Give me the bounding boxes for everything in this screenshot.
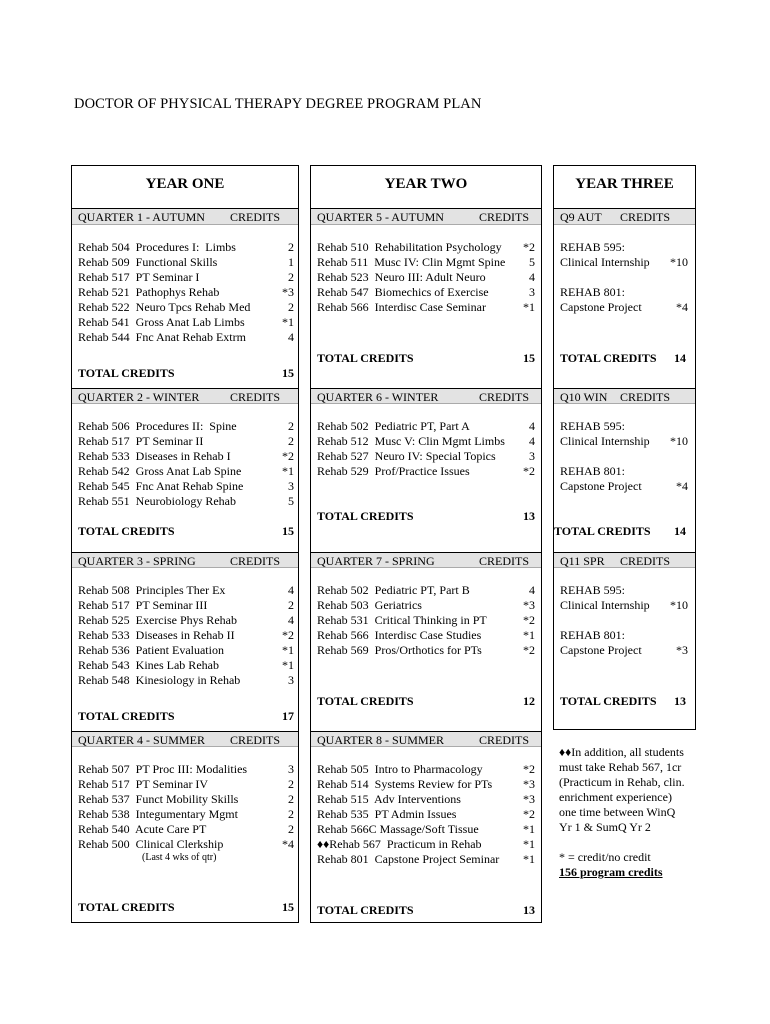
total-credits-row — [78, 709, 294, 724]
total-label: TOTAL CREDITS — [317, 509, 414, 523]
course-name: Rehab 542 Gross Anat Lab Spine — [78, 464, 242, 478]
course-credits: *1 — [523, 837, 535, 851]
course-credits: *2 — [523, 464, 535, 478]
course-row — [317, 613, 535, 628]
program-credits-total: 156 program credits — [559, 865, 663, 879]
course-name: Rehab 517 PT Seminar I — [78, 270, 200, 284]
total-value: 17 — [282, 709, 294, 723]
course-credits: *4 — [282, 837, 294, 851]
credits-column-label: CREDITS — [479, 210, 530, 224]
course-name: Rehab 537 Funct Mobility Skills — [78, 792, 239, 806]
course-row — [317, 777, 535, 792]
total-label: TOTAL CREDITS — [317, 351, 414, 365]
quarter-label: Q11 SPR — [560, 554, 605, 568]
total-label: TOTAL CREDITS — [317, 694, 414, 708]
course-row — [78, 837, 294, 852]
course-credits: *2 — [523, 762, 535, 776]
course-credits: 2 — [288, 240, 294, 254]
course-row — [78, 643, 294, 658]
credits-column-label: CREDITS — [620, 210, 671, 224]
course-credits: *3 — [523, 792, 535, 806]
course-credits: *2 — [282, 449, 294, 463]
course-row — [317, 464, 535, 479]
course-row — [78, 434, 294, 449]
course-row — [560, 628, 688, 643]
course-name: Rehab 801 Capstone Project Seminar — [317, 852, 500, 866]
course-name: Rehab 502 Pediatric PT, Part B — [317, 583, 470, 597]
quarter-header — [554, 388, 695, 404]
quarter-header — [72, 388, 298, 404]
course-credits: *3 — [282, 285, 294, 299]
course-row — [78, 628, 294, 643]
course-row — [78, 583, 294, 598]
quarter-label: Q10 WIN — [560, 390, 608, 404]
course-row — [560, 434, 688, 449]
course-credits: 2 — [288, 792, 294, 806]
course-row — [317, 240, 535, 255]
course-name: Rehab 522 Neuro Tpcs Rehab Med — [78, 300, 251, 314]
course-name: Rehab 529 Prof/Practice Issues — [317, 464, 470, 478]
course-row — [78, 270, 294, 285]
quarter-label: QUARTER 5 - AUTUMN — [317, 210, 444, 224]
course-credits: 4 — [529, 434, 535, 448]
course-row — [78, 300, 294, 315]
credits-column-label: CREDITS — [479, 733, 530, 747]
course-name: Rehab 510 Rehabilitation Psychology — [317, 240, 502, 254]
course-row — [78, 807, 294, 822]
quarter-label: QUARTER 2 - WINTER — [78, 390, 200, 404]
year-heading: YEAR THREE — [554, 166, 695, 209]
total-credits-row — [560, 694, 686, 709]
course-name: REHAB 595: — [560, 240, 626, 254]
course-name: Rehab 509 Functional Skills — [78, 255, 218, 269]
course-row — [317, 792, 535, 807]
total-value: 15 — [523, 351, 535, 365]
course-name: Rehab 533 Diseases in Rehab II — [78, 628, 235, 642]
course-name: Rehab 504 Procedures I: Limbs — [78, 240, 236, 254]
course-credits: *1 — [523, 628, 535, 642]
course-name: Rehab 503 Geriatrics — [317, 598, 422, 612]
footnote-line: one time between WinQ — [559, 805, 676, 819]
course-name: Rehab 541 Gross Anat Lab Limbs — [78, 315, 245, 329]
course-name: Rehab 517 PT Seminar III — [78, 598, 208, 612]
course-credits: *2 — [523, 807, 535, 821]
course-credits: 2 — [288, 598, 294, 612]
total-label: TOTAL CREDITS — [78, 709, 175, 723]
course-credits: *1 — [523, 852, 535, 866]
footnote-line: (Practicum in Rehab, clin. — [559, 775, 685, 789]
year-column-3 — [553, 165, 696, 730]
course-name: Rehab 525 Exercise Phys Rehab — [78, 613, 237, 627]
footnote-line: Yr 1 & SumQ Yr 2 — [559, 820, 651, 834]
total-credits-row — [317, 351, 535, 366]
course-name: Rehab 569 Pros/Orthotics for PTs — [317, 643, 482, 657]
course-credits: *10 — [670, 434, 688, 448]
quarter-header — [554, 209, 695, 225]
course-credits: 2 — [288, 270, 294, 284]
quarter-label: Q9 AUT — [560, 210, 602, 224]
total-value: 13 — [674, 694, 686, 708]
course-credits: *1 — [282, 464, 294, 478]
course-name: Rehab 515 Adv Interventions — [317, 792, 461, 806]
course-name: Rehab 508 Principles Ther Ex — [78, 583, 226, 597]
course-name: Rehab 502 Pediatric PT, Part A — [317, 419, 470, 433]
course-row — [317, 419, 535, 434]
total-credits-row — [317, 509, 535, 524]
course-row — [317, 807, 535, 822]
course-credits: *1 — [523, 822, 535, 836]
course-name: ♦♦Rehab 567 Practicum in Rehab — [317, 837, 482, 851]
course-credits: *1 — [282, 643, 294, 657]
course-credits: *4 — [676, 300, 688, 314]
course-credits: 3 — [529, 285, 535, 299]
course-row — [78, 613, 294, 628]
total-value: 12 — [523, 694, 535, 708]
footnote-line: must take Rehab 567, 1cr — [559, 760, 682, 774]
course-row — [317, 852, 535, 867]
course-row — [560, 598, 688, 613]
course-name: Rehab 536 Patient Evaluation — [78, 643, 224, 657]
total-credits-row — [78, 524, 294, 539]
course-name: Rehab 535 PT Admin Issues — [317, 807, 457, 821]
quarter-header — [554, 552, 695, 568]
quarter-label: QUARTER 4 - SUMMER — [78, 733, 205, 747]
course-name: Rehab 540 Acute Care PT — [78, 822, 207, 836]
course-name: Clinical Internship — [560, 255, 650, 269]
course-name: Rehab 544 Fnc Anat Rehab Extrm — [78, 330, 246, 344]
quarter-header — [311, 388, 541, 404]
quarter-header — [311, 552, 541, 568]
total-credits-row — [317, 694, 535, 709]
course-row — [317, 449, 535, 464]
total-credits-row — [560, 351, 686, 366]
course-row — [560, 479, 688, 494]
course-row — [78, 598, 294, 613]
credits-column-label: CREDITS — [230, 210, 281, 224]
course-credits: 3 — [288, 762, 294, 776]
course-row — [78, 673, 294, 688]
course-row — [78, 792, 294, 807]
total-credits-row — [317, 903, 535, 918]
credits-column-label: CREDITS — [230, 390, 281, 404]
quarter-label: QUARTER 1 - AUTUMN — [78, 210, 205, 224]
year-heading: YEAR ONE — [72, 166, 298, 209]
course-row — [317, 643, 535, 658]
total-label: TOTAL CREDITS — [554, 524, 651, 538]
course-credits: 5 — [288, 494, 294, 508]
quarter-header — [72, 209, 298, 225]
footnote-line: ♦♦In addition, all students — [559, 745, 684, 759]
course-name: REHAB 595: — [560, 419, 626, 433]
total-value: 15 — [282, 524, 294, 538]
course-row — [78, 494, 294, 509]
total-label: TOTAL CREDITS — [560, 694, 657, 708]
course-credits: *2 — [523, 613, 535, 627]
quarter-label: QUARTER 6 - WINTER — [317, 390, 439, 404]
course-name: Rehab 517 PT Seminar II — [78, 434, 204, 448]
quarter-header — [72, 552, 298, 568]
course-row — [560, 643, 688, 658]
course-row — [317, 285, 535, 300]
course-row — [560, 255, 688, 270]
course-credits: 3 — [288, 673, 294, 687]
course-credits: *4 — [676, 479, 688, 493]
course-row — [317, 270, 535, 285]
course-name: Clinical Internship — [560, 434, 650, 448]
course-row — [78, 419, 294, 434]
course-row — [560, 419, 688, 434]
course-name: Rehab 566 Interdisc Case Studies — [317, 628, 482, 642]
course-name: Rehab 543 Kines Lab Rehab — [78, 658, 219, 672]
total-label: TOTAL CREDITS — [560, 351, 657, 365]
total-label: TOTAL CREDITS — [317, 903, 414, 917]
course-credits: 2 — [288, 777, 294, 791]
course-row — [78, 464, 294, 479]
course-row — [78, 777, 294, 792]
total-value: 15 — [282, 366, 294, 380]
course-row — [317, 598, 535, 613]
credit-legend: * = credit/no credit — [559, 850, 651, 864]
course-credits: *1 — [523, 300, 535, 314]
course-row — [78, 315, 294, 330]
course-credits: 4 — [288, 613, 294, 627]
course-name: Rehab 533 Diseases in Rehab I — [78, 449, 231, 463]
total-label: TOTAL CREDITS — [78, 366, 175, 380]
course-name: Rehab 566 Interdisc Case Seminar — [317, 300, 486, 314]
quarter-header — [72, 731, 298, 747]
course-row — [560, 300, 688, 315]
course-row — [317, 583, 535, 598]
course-name: Rehab 521 Pathophys Rehab — [78, 285, 220, 299]
footnote — [559, 745, 759, 880]
course-name: Rehab 514 Systems Review for PTs — [317, 777, 493, 791]
course-name: REHAB 595: — [560, 583, 626, 597]
course-name: Clinical Internship — [560, 598, 650, 612]
course-name: Rehab 517 PT Seminar IV — [78, 777, 209, 791]
course-credits: 2 — [288, 822, 294, 836]
course-name: Rehab 500 Clinical Clerkship — [78, 837, 224, 851]
course-name: Rehab 512 Musc V: Clin Mgmt Limbs — [317, 434, 505, 448]
footnote-line: enrichment experience) — [559, 790, 672, 804]
course-row — [317, 434, 535, 449]
course-name: Rehab 523 Neuro III: Adult Neuro — [317, 270, 486, 284]
course-name: Rehab 566C Massage/Soft Tissue — [317, 822, 479, 836]
credits-column-label: CREDITS — [620, 390, 671, 404]
total-value: 15 — [282, 900, 294, 914]
course-name: Rehab 548 Kinesiology in Rehab — [78, 673, 241, 687]
credits-column-label: CREDITS — [230, 733, 281, 747]
course-row — [317, 762, 535, 777]
total-value: 13 — [523, 903, 535, 917]
course-name: REHAB 801: — [560, 285, 626, 299]
course-credits: *1 — [282, 315, 294, 329]
course-row — [560, 285, 688, 300]
course-credits: *1 — [282, 658, 294, 672]
course-name: Rehab 547 Biomechics of Exercise — [317, 285, 489, 299]
course-row — [78, 285, 294, 300]
course-name: REHAB 801: — [560, 464, 626, 478]
course-name: REHAB 801: — [560, 628, 626, 642]
total-value: 14 — [674, 351, 686, 365]
course-credits: 2 — [288, 300, 294, 314]
course-row — [317, 837, 535, 852]
quarter-label: QUARTER 8 - SUMMER — [317, 733, 444, 747]
course-row — [560, 464, 688, 479]
course-row — [560, 240, 688, 255]
course-credits: 2 — [288, 434, 294, 448]
course-credits: *10 — [670, 255, 688, 269]
course-name: Rehab 551 Neurobiology Rehab — [78, 494, 236, 508]
course-name: Rehab 511 Musc IV: Clin Mgmt Spine — [317, 255, 506, 269]
course-credits: 4 — [288, 330, 294, 344]
course-row — [78, 240, 294, 255]
total-label: TOTAL CREDITS — [78, 524, 175, 538]
course-name: Capstone Project — [560, 643, 642, 657]
total-label: TOTAL CREDITS — [78, 900, 175, 914]
course-credits: 2 — [288, 807, 294, 821]
total-value: 14 — [674, 524, 686, 538]
course-row — [78, 762, 294, 777]
total-credits-row — [78, 900, 294, 915]
course-row — [78, 822, 294, 837]
quarter-header — [311, 209, 541, 225]
course-name: Rehab 527 Neuro IV: Special Topics — [317, 449, 496, 463]
course-credits: *3 — [676, 643, 688, 657]
quarter-label: QUARTER 3 - SPRING — [78, 554, 196, 568]
course-row — [78, 658, 294, 673]
course-credits: 4 — [529, 419, 535, 433]
course-row — [560, 583, 688, 598]
credits-column-label: CREDITS — [230, 554, 281, 568]
page-title: DOCTOR OF PHYSICAL THERAPY DEGREE PROGRAM PLAN — [74, 96, 482, 112]
course-row — [78, 255, 294, 270]
course-credits: *2 — [282, 628, 294, 642]
course-credits: 4 — [529, 270, 535, 284]
course-name: Capstone Project — [560, 300, 642, 314]
course-credits: *10 — [670, 598, 688, 612]
course-name: Rehab 505 Intro to Pharmacology — [317, 762, 483, 776]
total-credits-row — [554, 524, 686, 539]
course-name: Rehab 507 PT Proc III: Modalities — [78, 762, 248, 776]
course-credits: 3 — [288, 479, 294, 493]
year-heading: YEAR TWO — [311, 166, 541, 209]
course-row — [78, 479, 294, 494]
course-note: (Last 4 wks of qtr) — [142, 852, 217, 863]
course-name: Rehab 506 Procedures II: Spine — [78, 419, 237, 433]
credits-column-label: CREDITS — [479, 554, 530, 568]
course-name: Capstone Project — [560, 479, 642, 493]
total-value: 13 — [523, 509, 535, 523]
course-credits: 4 — [288, 583, 294, 597]
course-credits: 4 — [529, 583, 535, 597]
course-row — [317, 822, 535, 837]
course-row — [317, 628, 535, 643]
course-row — [78, 449, 294, 464]
year-column-1 — [71, 165, 299, 923]
year-column-2 — [310, 165, 542, 923]
course-credits: *2 — [523, 643, 535, 657]
course-credits: 2 — [288, 419, 294, 433]
course-credits: 5 — [529, 255, 535, 269]
quarter-header — [311, 731, 541, 747]
course-credits: *3 — [523, 598, 535, 612]
course-name: Rehab 531 Critical Thinking in PT — [317, 613, 487, 627]
course-credits: 1 — [288, 255, 294, 269]
total-credits-row — [78, 366, 294, 381]
course-credits: *3 — [523, 777, 535, 791]
credits-column-label: CREDITS — [620, 554, 671, 568]
course-row — [78, 330, 294, 345]
course-credits: *2 — [523, 240, 535, 254]
quarter-label: QUARTER 7 - SPRING — [317, 554, 435, 568]
course-row — [317, 300, 535, 315]
course-name: Rehab 538 Integumentary Mgmt — [78, 807, 238, 821]
course-row — [317, 255, 535, 270]
course-credits: 3 — [529, 449, 535, 463]
credits-column-label: CREDITS — [479, 390, 530, 404]
course-name: Rehab 545 Fnc Anat Rehab Spine — [78, 479, 244, 493]
